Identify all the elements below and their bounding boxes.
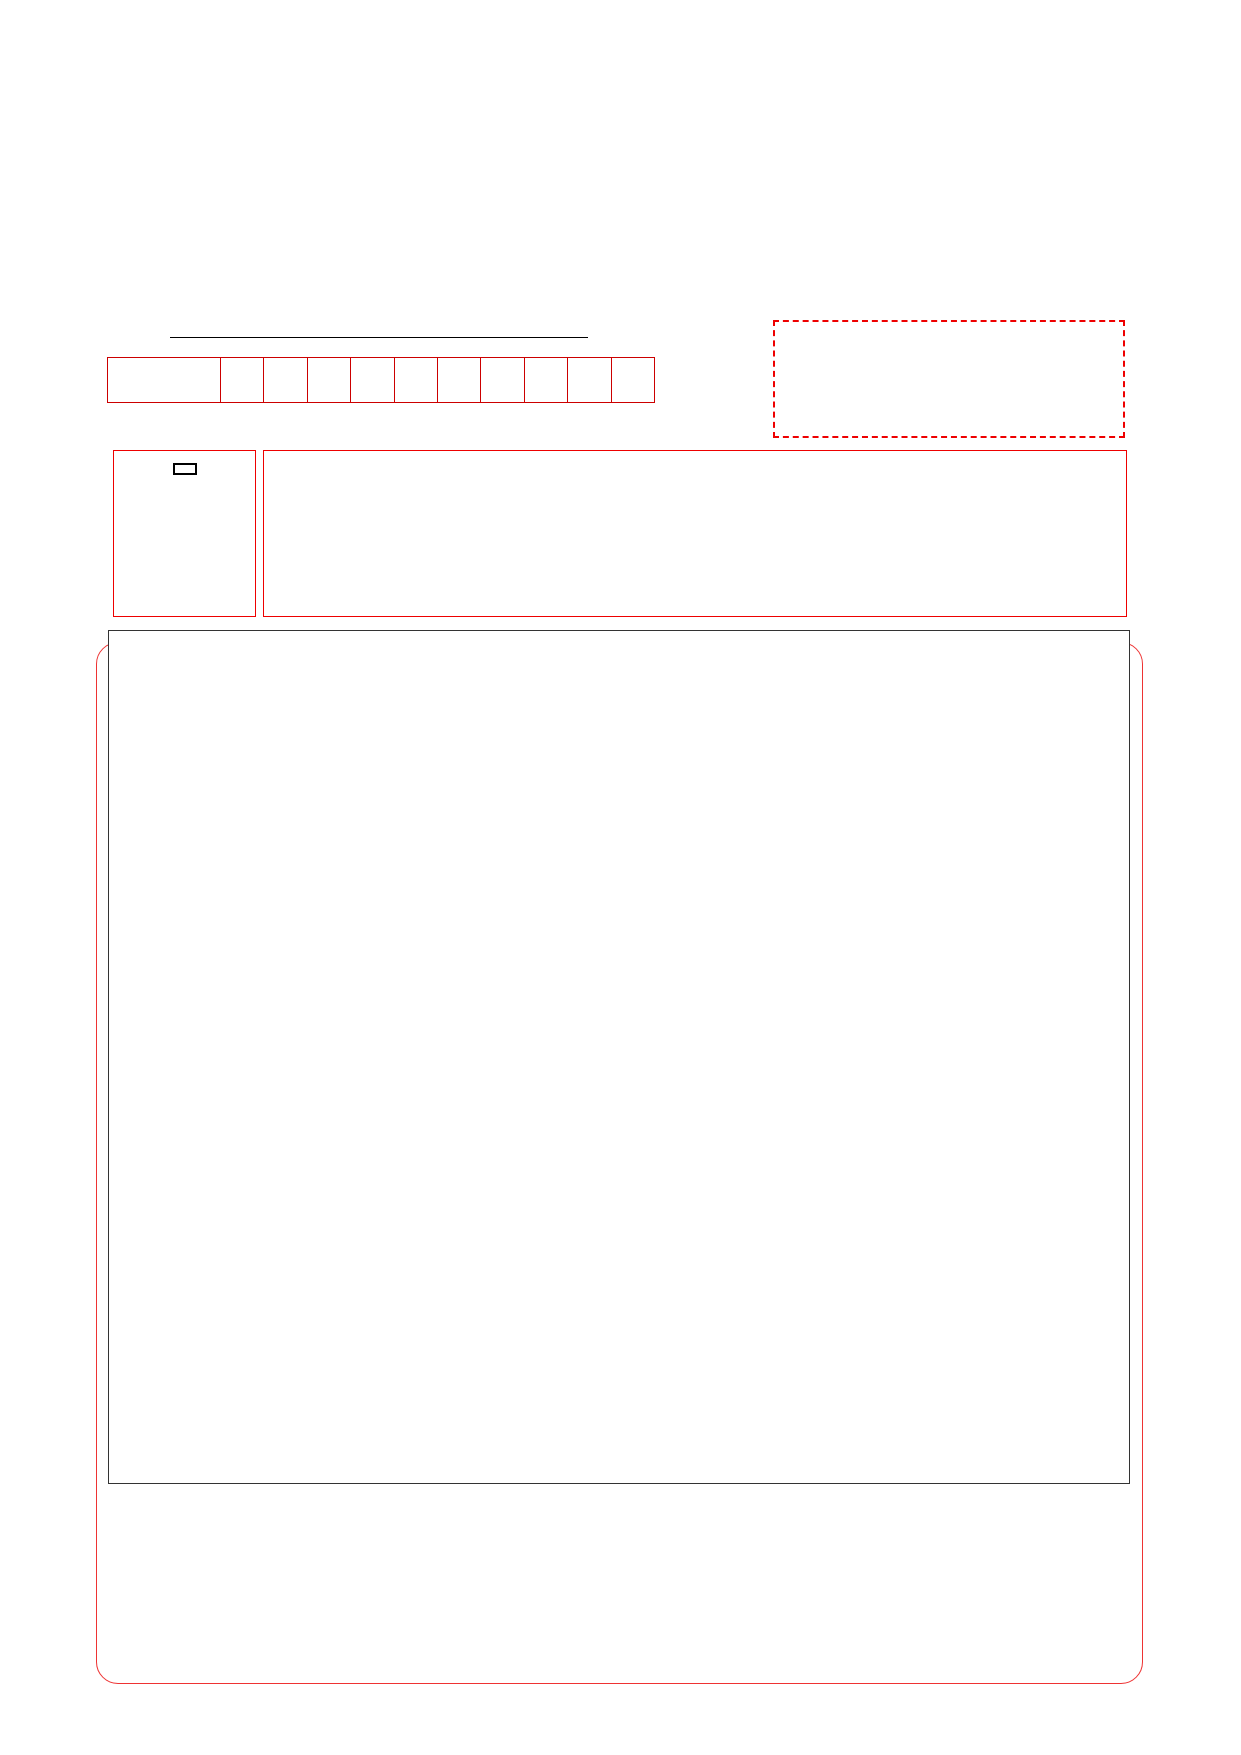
exam-id-digit-cell[interactable]: [612, 358, 654, 402]
exam-id-box: [107, 357, 655, 403]
exam-id-digit-cell[interactable]: [438, 358, 481, 402]
exam-id-digit-cell[interactable]: [308, 358, 351, 402]
notes-box: [263, 450, 1127, 617]
absent-mark-checkbox[interactable]: [173, 463, 197, 475]
name-field[interactable]: [170, 337, 588, 338]
exam-id-digit-cell[interactable]: [525, 358, 568, 402]
exam-id-digit-cell[interactable]: [395, 358, 438, 402]
exam-id-label: [108, 358, 221, 402]
timing-marks-left: [58, 590, 80, 1750]
objective-section: [108, 630, 1130, 1484]
barcode-area: [773, 320, 1125, 438]
exam-id-digit-cell[interactable]: [568, 358, 611, 402]
exam-id-digit-cell[interactable]: [481, 358, 524, 402]
exam-id-digit-cell[interactable]: [221, 358, 264, 402]
exam-id-digit-cell[interactable]: [351, 358, 394, 402]
exam-id-digit-cell[interactable]: [264, 358, 307, 402]
timing-marks-top: [78, 68, 1164, 88]
absent-mark-box: [113, 450, 256, 617]
